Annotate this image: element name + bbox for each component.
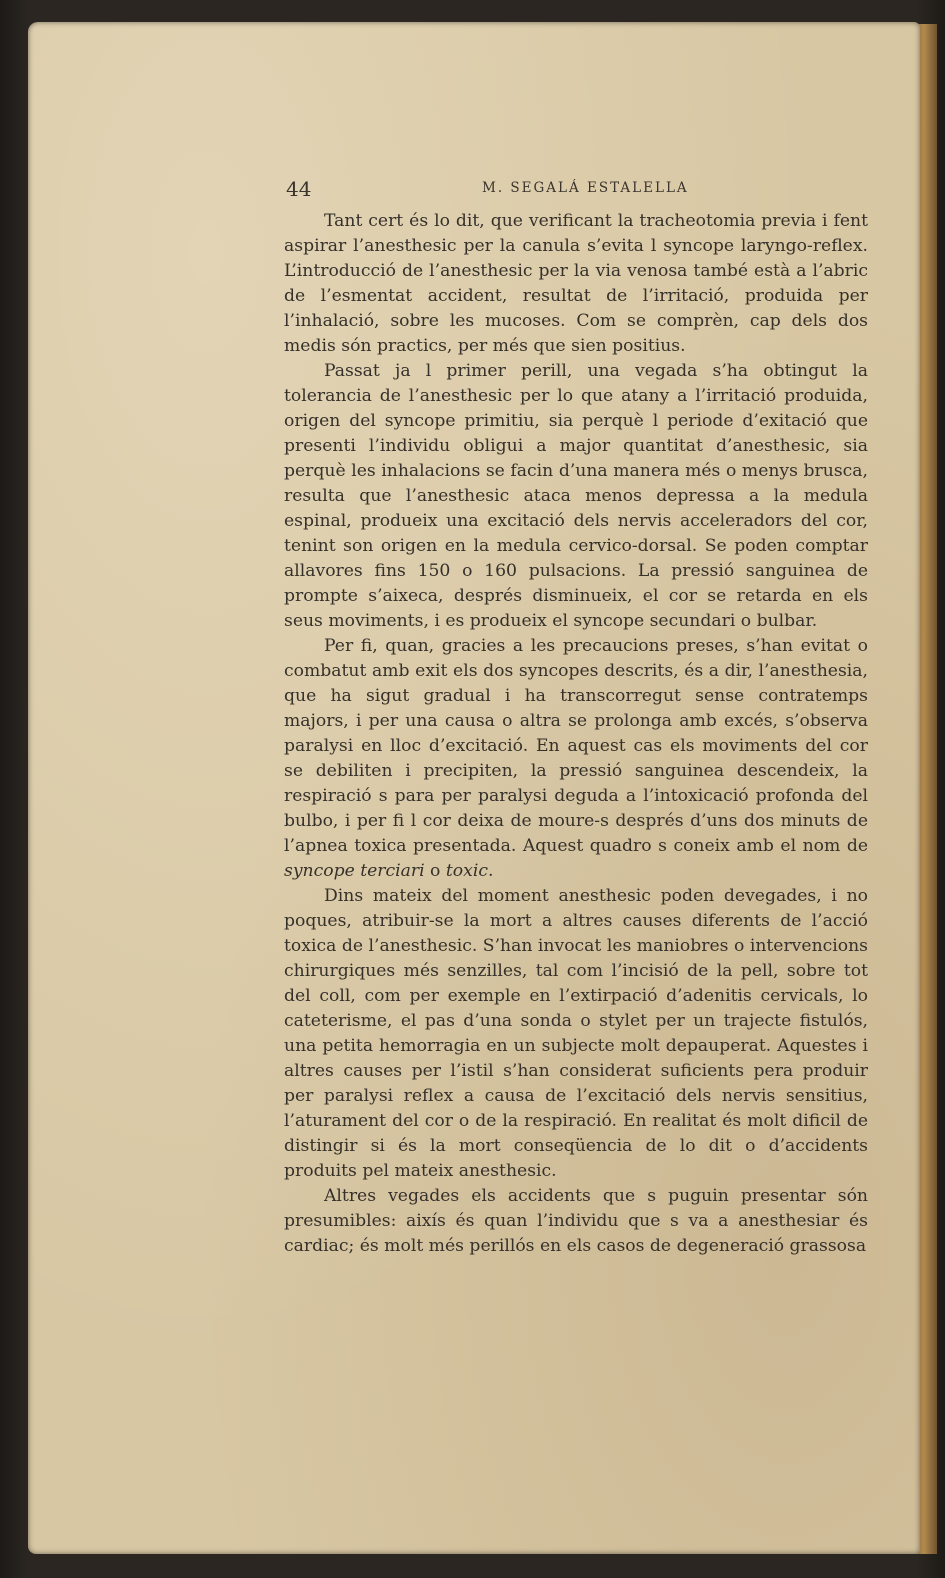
running-head: M. SEGALÁ ESTALELLA [482, 180, 689, 196]
paragraph-3 [284, 634, 868, 884]
paragraph-4: Dins mateix del moment anesthesic poden devegades, i no poques, atribuir-se la mort a altres causes diferents de l’acció toxica de l’anesthesic. S’han invocat les maniobres o intervencions chirurgiques més senzilles, tal com l’incisió de la pell, sobre tot del coll, com per exemple en l’extirpació d’adenitis cervicals, lo cateterisme, el pas d’una sonda o stylet per un trajecte fistulós, una petita hemorragia en un subjecte molt depauperat. Aquestes i altres causes per l’istil s’han considerat suficients pera produir per paralysi reflex a causa de l’excitació dels nervis sensitius, l’aturament del cor o de la respiració. En realitat és molt dificil de distingir si és la mort conseqüencia de lo dit o d’accidents produits pel mateix anesthesic. [284, 886, 868, 1181]
paragraph-3-italic-term: syncope terciari [284, 861, 425, 881]
page-number: 44 [286, 177, 312, 201]
paragraph-1: Tant cert és lo dit, que verificant la tracheotomia previa i fent aspirar l’anesthesic per la canula s’evita l syncope laryngo-reflex. L’introducció de l’anesthesic per la via venosa també està a l’abric de l’esmentat accident, resultat de l’irritació, produida per l’inhalació, sobre les mucoses. Com se comprèn, cap dels dos medis són practics, per més que sien positius. [284, 211, 868, 356]
paragraph-3-italic-term-2: toxic [445, 861, 488, 881]
paragraph-5: Altres vegades els accidents que s puguin presentar són presumibles: aixís és quan l’individu que s va a anesthesiar és cardiac; és molt més perillós en els casos de degeneració grassosa [284, 1186, 868, 1256]
paragraph-3-connector: o [424, 861, 446, 881]
body-text [284, 209, 868, 1259]
paragraph-2: Passat ja l primer perill, una vegada s’ha obtingut la tolerancia de l’anesthesic per lo que atany a l’irritació produida, origen del syncope primitiu, sia perquè l periode d’exitació que presenti l’individu obligui a major quantitat d’anesthesic, sia perquè les inhalacions se facin d’una manera més o menys brusca, resulta que l’anesthesic ataca menos depressa a la medula espinal, produeix una excitació dels nervis acceleradors del cor, tenint son origen en la medula cervico-dorsal. Se poden comptar allavores fins 150 o 160 pulsacions. La pressió sanguinea de prompte s’aixeca, després disminueix, el cor se retarda en els seus moviments, i es produeix el syncope secundari o bulbar. [284, 361, 868, 631]
page-header [284, 175, 874, 203]
paragraph-3-end: . [487, 861, 494, 881]
paragraph-3-text: Per fi, quan, gracies a les precaucions preses, s’han evitat o combatut amb exit els dos syncopes descrits, és a dir, l’anesthesia, que ha sigut gradual i ha transcorregut sense contratemps majors, i per una causa o altra se prolonga amb excés, s’observa paralysi en lloc d’excitació. En aquest cas els moviments del cor se debiliten i precipiten, la pressió sanguinea descendeix, la respiració s para per paralysi deguda a l’intoxicació profonda del bulbo, i per fi l cor deixa de moure-s després d’uns dos minuts de l’apnea toxica presentada. Aquest quadro s coneix amb el nom de [284, 636, 868, 856]
